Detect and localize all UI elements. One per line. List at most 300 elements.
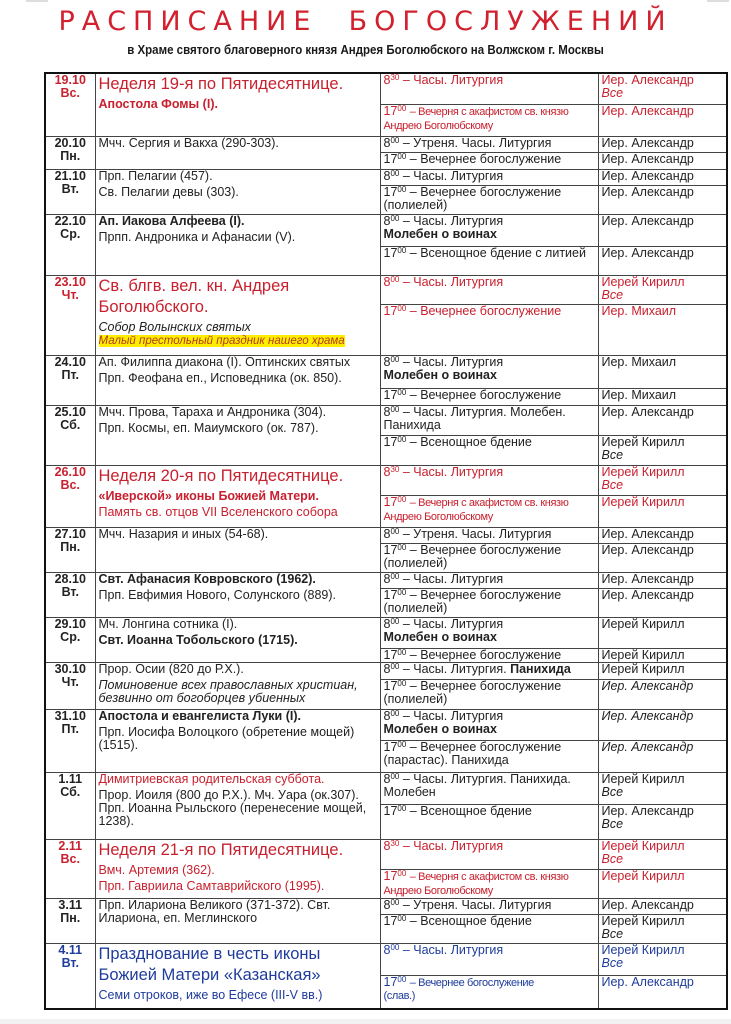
priest-name: Иер. Александр <box>601 151 694 166</box>
weekday-label: Вс. <box>60 851 80 866</box>
service-cell <box>380 588 598 617</box>
service-extra-inline: Панихида <box>510 661 571 676</box>
service-text: – Вечернее богослужение (полиелей) <box>383 184 562 212</box>
service-text: – Утреня. Часы. Литургия <box>402 526 552 541</box>
feast-line: Ап. Иакова Алфеева (I). <box>98 213 245 228</box>
service-time-minutes: 00 <box>390 771 400 781</box>
priest-cell <box>598 772 727 804</box>
feast-line: Неделя 19-я по Пятидесятнице. <box>98 75 344 93</box>
service-time: 8 <box>383 213 391 228</box>
priest-name: Иерей Кирилл <box>601 942 685 957</box>
service-text: – Всенощное бдение <box>409 913 532 928</box>
page-bottom-edge <box>0 1019 731 1024</box>
priest-name: Иер. Александр <box>601 571 694 586</box>
date-label: 24.10 <box>54 354 86 369</box>
feast-line: Мчч. Назария и иных (54-68). <box>98 526 269 541</box>
service-time: 17 <box>383 587 398 602</box>
priest-cell <box>598 104 727 136</box>
service-cell <box>380 435 598 465</box>
weekday-label: Пт. <box>61 367 79 382</box>
priest-name: Иер. Александр <box>601 897 694 912</box>
service-text: – Всенощное бдение <box>409 434 532 449</box>
priest-cell <box>598 246 727 275</box>
service-extra: Молебен о воинах <box>383 721 497 736</box>
service-extra: Молебен о воинах <box>383 367 497 382</box>
weekday-label: Пт. <box>61 721 79 736</box>
service-time: 17 <box>383 303 398 318</box>
priest-name: Иерей Кирилл <box>601 616 685 631</box>
service-text: – Вечернее богослужение <box>409 976 534 989</box>
service-cell <box>380 975 598 1009</box>
schedule-row <box>45 527 727 543</box>
service-time: 8 <box>383 771 391 786</box>
service-time: 17 <box>383 103 398 118</box>
feast-line: Прор. Иоиля (800 до Р.Х.). Мч. Уара (ок.307). Прп. Иоанна Рыльского (перенесение мощей, 1238). <box>98 787 367 828</box>
schedule-row <box>45 943 727 975</box>
service-time: 8 <box>383 354 391 369</box>
schedule-row <box>45 772 727 804</box>
feast-line: Прп. Космы, еп. Маиумского (ок. 787). <box>98 420 319 435</box>
service-text: – Часы. Литургия. Молебен. Панихида <box>383 404 566 432</box>
service-time: 17 <box>383 868 398 883</box>
service-text: – Часы. Литургия <box>402 708 504 723</box>
service-text: – Часы. Литургия <box>402 73 504 87</box>
service-text: – Часы. Литургия <box>402 354 504 369</box>
priest-cell <box>598 527 727 543</box>
priest-name: Иерей Кирилл <box>601 838 685 853</box>
service-time: 8 <box>383 73 391 87</box>
date-label: 20.10 <box>54 135 86 150</box>
service-text: – Утреня. Часы. Литургия <box>402 897 552 912</box>
priest-name: Иерей Кирилл <box>601 868 685 883</box>
priest-cell <box>598 943 727 975</box>
feast-line: Прп. Феофана еп., Исповедника (ок. 850). <box>98 370 342 385</box>
service-cell <box>380 304 598 355</box>
service-text: – Часы. Литургия <box>402 213 504 228</box>
weekday-label: Чт. <box>61 287 79 302</box>
service-text: – Вечерня с акафистом св. князю Андрею Боголюбскому <box>383 870 569 897</box>
schedule-row <box>45 275 727 304</box>
date-label: 4.11 <box>58 942 83 957</box>
service-text: – Вечернее богослужение <box>409 387 562 402</box>
service-time: 17 <box>383 184 398 199</box>
service-time-minutes: 00 <box>397 678 407 688</box>
service-cell <box>380 709 598 740</box>
service-time: 8 <box>383 274 391 289</box>
priest-name: Иер. Михаил <box>601 303 677 318</box>
weekday-label: Ср. <box>60 629 81 644</box>
priest-name: Иер. Михаил <box>601 354 677 369</box>
feast-line: Прп. Илариона Великого (371-372). Свт. Илариона, еп. Меглинского <box>98 897 331 925</box>
service-time-minutes: 00 <box>397 434 407 444</box>
priest-cell <box>598 662 727 679</box>
service-time: 8 <box>383 661 391 676</box>
service-time-minutes: 00 <box>390 661 400 671</box>
date-label: 21.10 <box>54 168 86 183</box>
priest-cell <box>598 617 727 648</box>
priest-name: Иер. Александр <box>601 184 694 199</box>
priest-note: Все <box>601 287 624 302</box>
priest-cell <box>598 740 727 772</box>
priest-cell <box>598 405 727 435</box>
service-time-minutes: 30 <box>390 464 400 474</box>
service-cell <box>380 740 598 772</box>
service-time: 17 <box>383 678 398 693</box>
weekday-label: Чт. <box>61 674 79 689</box>
schedule-table <box>44 72 728 1010</box>
service-cell <box>380 495 598 527</box>
priest-name: Иер. Александр <box>601 404 694 419</box>
service-time-minutes: 00 <box>390 708 400 718</box>
service-time: 8 <box>383 135 391 150</box>
priest-name: Иер. Александр <box>601 135 694 150</box>
date-cell <box>45 465 95 527</box>
priest-name: Иер. Александр <box>601 245 694 260</box>
priest-cell <box>598 136 727 152</box>
date-label: 3.11 <box>58 897 83 912</box>
schedule-row <box>45 169 727 185</box>
schedule-row <box>45 572 727 588</box>
service-time-minutes: 00 <box>390 274 400 284</box>
service-cell <box>380 914 598 943</box>
feast-cell <box>95 355 380 405</box>
priest-cell <box>598 839 727 869</box>
service-text: – Вечернее богослужение <box>409 647 562 662</box>
date-label: 23.10 <box>54 274 86 289</box>
feast-line: Мчч. Сергия и Вакха (290-303). <box>98 135 279 150</box>
priest-name: Иер. Александр <box>601 803 694 818</box>
priest-name: Иер. Александр <box>601 213 694 228</box>
priest-note: Все <box>601 477 624 492</box>
feast-line: Мчч. Прова, Тараха и Андроника (304). <box>98 404 327 419</box>
service-time: 8 <box>383 942 391 957</box>
priest-note: Все <box>601 955 624 970</box>
weekday-label: Вт. <box>61 584 79 599</box>
service-time: 8 <box>383 616 391 631</box>
feast-line: Ап. Филиппа диакона (I). Оптинских святых <box>98 354 351 369</box>
service-time-minutes: 00 <box>390 897 400 907</box>
service-text: – Вечерня с акафистом св. князю Андрею Боголюбскому <box>383 105 569 132</box>
service-time: 17 <box>383 803 398 818</box>
priest-note: Все <box>601 926 624 941</box>
service-time: 17 <box>383 494 398 509</box>
page-corner-right <box>707 0 729 2</box>
feast-cell <box>95 839 380 898</box>
service-time: 8 <box>383 897 391 912</box>
feast-cell <box>95 527 380 572</box>
weekday-label: Ср. <box>60 226 81 241</box>
priest-cell <box>598 169 727 185</box>
service-cell <box>380 617 598 648</box>
service-text: – Всенощное бдение <box>409 803 532 818</box>
service-time-minutes: 00 <box>397 387 407 397</box>
date-cell <box>45 355 95 405</box>
priest-cell <box>598 804 727 839</box>
weekday-label: Сб. <box>60 417 81 432</box>
priest-cell <box>598 543 727 572</box>
date-cell <box>45 898 95 943</box>
feast-line: Прп. Иосифа Волоцкого (обретение мощей) (1515). <box>98 724 355 752</box>
service-cell <box>380 104 598 136</box>
service-time-minutes: 00 <box>397 494 407 504</box>
priest-cell <box>598 304 727 355</box>
service-time-minutes: 30 <box>390 838 400 848</box>
service-cell <box>380 136 598 152</box>
priest-cell <box>598 914 727 943</box>
feast-line-wrapper <box>99 334 377 348</box>
priest-cell <box>598 709 727 740</box>
feast-line: Апостола Фомы (I). <box>98 97 218 111</box>
priest-note: Все <box>601 851 624 866</box>
date-cell <box>45 839 95 898</box>
date-label: 27.10 <box>54 526 86 541</box>
service-text: – Всенощное бдение с литией <box>409 245 586 260</box>
feast-line: Св. блгв. вел. кн. Андрея Боголюбского. <box>98 276 290 316</box>
priest-name: Иер. Александр <box>601 526 694 541</box>
priest-name: Иерей Кирилл <box>601 464 685 479</box>
date-cell <box>45 73 95 136</box>
service-text: – Часы. Литургия <box>402 571 504 586</box>
feast-line: Прп. Гавриила Самтаврийского (1995). <box>98 878 325 893</box>
priest-cell <box>598 572 727 588</box>
date-label: 22.10 <box>54 213 86 228</box>
page-subtitle: в Храме святого благоверного князя Андрея Боголюбского на Волжском г. Москвы <box>127 43 604 57</box>
priest-cell <box>598 435 727 465</box>
feast-line: Прп. Пелагии (457). <box>98 168 213 183</box>
date-cell <box>45 943 95 1009</box>
service-time: 17 <box>383 151 398 166</box>
feast-line: Неделя 21-я по Пятидесятнице. <box>98 840 344 859</box>
date-cell <box>45 275 95 355</box>
service-time: 17 <box>383 739 398 754</box>
feast-cell <box>95 772 380 839</box>
priest-name: Иер. Александр <box>601 103 694 118</box>
service-cell <box>380 839 598 869</box>
feast-line: Поминовение всех православных христиан, безвинно от богоборцев убиенных <box>98 677 358 705</box>
date-label: 2.11 <box>58 838 83 853</box>
feast-line: Свт. Иоанна Тобольского (1715). <box>98 632 298 647</box>
service-text: – Часы. Литургия <box>402 838 504 853</box>
priest-name: Иер. Александр <box>601 587 694 602</box>
service-time: 8 <box>383 571 391 586</box>
feast-line: Память св. отцов VII Вселенского собора <box>98 504 338 519</box>
priest-cell <box>598 355 727 388</box>
schedule-row <box>45 465 727 495</box>
date-cell <box>45 617 95 662</box>
priest-name: Иер. Александр <box>601 168 694 183</box>
service-cell <box>380 869 598 898</box>
service-text: – Вечернее богослужение (полиелей) <box>383 678 562 706</box>
service-text: – Вечернее богослужение (полиелей) <box>383 587 562 615</box>
service-text: – Утреня. Часы. Литургия <box>402 135 552 150</box>
feast-highlight: Малый престольный праздник нашего храма <box>98 334 345 347</box>
service-cell <box>380 772 598 804</box>
feast-cell <box>95 275 380 355</box>
service-time: 17 <box>383 245 398 260</box>
priest-cell <box>598 495 727 527</box>
date-cell <box>45 572 95 617</box>
weekday-label: Вс. <box>60 86 80 100</box>
service-time-minutes: 00 <box>397 868 407 878</box>
service-time-minutes: 00 <box>397 803 407 813</box>
service-cell <box>380 405 598 435</box>
feast-cell <box>95 709 380 772</box>
service-time-minutes: 00 <box>390 526 400 536</box>
service-cell <box>380 543 598 572</box>
schedule-row <box>45 898 727 914</box>
priest-note: Все <box>601 447 624 462</box>
service-time-minutes: 00 <box>397 245 407 255</box>
service-time-minutes: 00 <box>397 542 407 552</box>
priest-name: Иерей Кирилл <box>601 647 685 662</box>
priest-name: Иерей Кирилл <box>601 494 685 509</box>
service-time: 8 <box>383 708 391 723</box>
schedule-row <box>45 214 727 246</box>
schedule-row <box>45 405 727 435</box>
priest-name: Иерей Кирилл <box>601 274 685 289</box>
service-time: 17 <box>383 647 398 662</box>
service-time-minutes: 00 <box>397 303 407 313</box>
feast-line: Неделя 20-я по Пятидесятнице. <box>98 466 344 485</box>
feast-cell <box>95 465 380 527</box>
priest-cell <box>598 679 727 709</box>
schedule-row <box>45 355 727 388</box>
service-text: – Вечернее богослужение <box>409 303 562 318</box>
service-time-minutes: 00 <box>390 354 400 364</box>
service-time-minutes: 00 <box>397 151 407 161</box>
feast-cell <box>95 136 380 169</box>
service-time: 17 <box>383 974 398 989</box>
service-time-minutes: 00 <box>397 647 407 657</box>
feast-cell <box>95 169 380 214</box>
service-time: 8 <box>383 464 391 479</box>
service-extra: Молебен о воинах <box>383 629 497 644</box>
service-time: 17 <box>383 434 398 449</box>
priest-cell <box>598 214 727 246</box>
service-time: 17 <box>383 387 398 402</box>
service-cell <box>380 943 598 975</box>
feast-line: Собор Волынских святых <box>98 319 251 334</box>
service-cell <box>380 275 598 304</box>
service-text: – Часы. Литургия <box>402 942 504 957</box>
feast-cell <box>95 572 380 617</box>
weekday-label: Пн. <box>60 910 81 925</box>
weekday-label: Пн. <box>60 539 81 554</box>
date-cell <box>45 214 95 275</box>
service-time-minutes: 00 <box>390 571 400 581</box>
service-time: 8 <box>383 404 391 419</box>
service-cell <box>380 804 598 839</box>
weekday-label: Вт. <box>61 181 79 196</box>
priest-cell <box>598 388 727 405</box>
priest-cell <box>598 648 727 662</box>
service-text: – Вечернее богослужение (полиелей) <box>383 542 562 570</box>
priest-cell <box>598 152 727 169</box>
schedule-row <box>45 136 727 152</box>
service-text: – Вечернее богослужение <box>409 151 562 166</box>
feast-cell <box>95 662 380 709</box>
service-time-minutes: 00 <box>397 587 407 597</box>
service-text: – Часы. Литургия <box>402 616 504 631</box>
date-cell <box>45 169 95 214</box>
priest-name: Иер. Александр <box>601 739 694 754</box>
service-time-minutes: 00 <box>390 616 400 626</box>
service-text: – Вечерня с акафистом св. князю Андрею Боголюбскому <box>383 496 569 523</box>
service-cell <box>380 246 598 275</box>
schedule-row <box>45 839 727 869</box>
service-time-minutes: 00 <box>397 974 407 984</box>
priest-cell <box>598 869 727 898</box>
service-text: – Часы. Литургия <box>402 464 504 479</box>
date-label: 28.10 <box>54 571 86 586</box>
feast-line: Празднование в честь иконы Божией Матери «Казанская» <box>98 944 321 984</box>
date-cell <box>45 405 95 465</box>
service-extra: (слав.) <box>383 989 415 1002</box>
priest-name: Иер. Александр <box>601 678 694 693</box>
date-label: 31.10 <box>54 708 86 723</box>
date-cell <box>45 136 95 169</box>
weekday-label: Сб. <box>60 784 81 799</box>
service-time-minutes: 00 <box>397 184 407 194</box>
date-cell <box>45 772 95 839</box>
weekday-label: Вт. <box>61 955 79 970</box>
feast-cell <box>95 943 380 1009</box>
service-time-minutes: 00 <box>390 404 400 414</box>
service-cell <box>380 648 598 662</box>
priest-name: Иер. Александр <box>601 73 694 87</box>
schedule-row <box>45 662 727 679</box>
service-time-minutes: 00 <box>397 739 407 749</box>
service-cell <box>380 355 598 388</box>
priest-name: Иер. Александр <box>601 708 694 723</box>
service-text: – Часы. Литургия <box>402 274 504 289</box>
service-time-minutes: 00 <box>397 913 407 923</box>
feast-cell <box>95 405 380 465</box>
feast-line: Свт. Афанасия Ковровского (1962). <box>98 571 316 586</box>
service-cell <box>380 465 598 495</box>
priest-name: Иер. Михаил <box>601 387 677 402</box>
priest-cell <box>598 588 727 617</box>
feast-line: Св. Пелагии девы (303). <box>98 184 239 199</box>
service-cell <box>380 185 598 214</box>
date-cell <box>45 662 95 709</box>
service-time: 17 <box>383 542 398 557</box>
priest-cell <box>598 975 727 1009</box>
feast-line: Апостола и евангелиста Луки (I). <box>98 708 301 723</box>
feast-line: Вмч. Артемия (362). <box>98 862 215 877</box>
service-text: – Вечернее богослужение (парастас). Панихида <box>383 739 562 767</box>
priest-note: Все <box>601 816 624 831</box>
service-cell <box>380 898 598 914</box>
feast-line: Семи отроков, иже во Ефесе (III-V вв.) <box>98 987 323 1002</box>
priest-cell <box>598 898 727 914</box>
page-corner-left <box>26 0 48 2</box>
feast-line: Мч. Лонгина сотника (I). <box>98 616 238 631</box>
service-time-minutes: 00 <box>390 135 400 145</box>
feast-cell <box>95 898 380 943</box>
priest-cell <box>598 73 727 104</box>
service-time: 8 <box>383 838 391 853</box>
date-label: 30.10 <box>54 661 86 676</box>
schedule-row <box>45 617 727 648</box>
service-text: – Часы. Литургия <box>402 168 504 183</box>
service-time-minutes: 00 <box>390 168 400 178</box>
date-label: 19.10 <box>54 73 86 87</box>
service-time-minutes: 00 <box>390 942 400 952</box>
service-text: – Часы. Литургия. <box>402 661 507 676</box>
service-cell <box>380 169 598 185</box>
service-time-minutes: 00 <box>390 213 400 223</box>
